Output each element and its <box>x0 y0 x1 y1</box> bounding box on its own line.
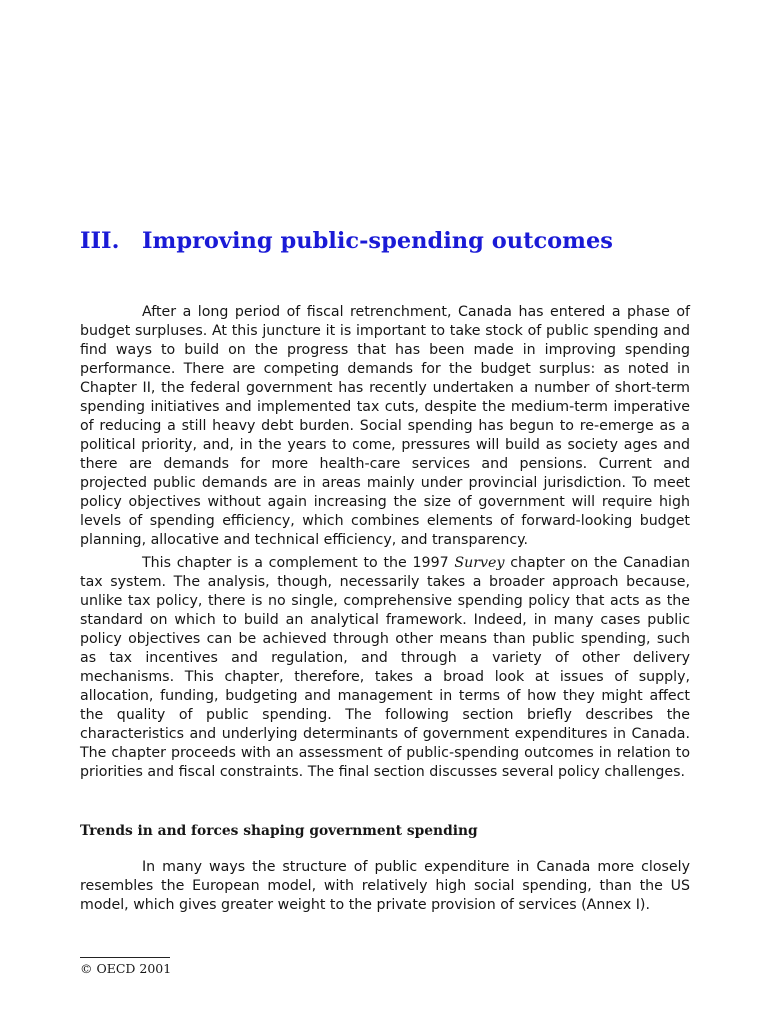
section-heading: Trends in and forces shaping government spending <box>80 823 478 839</box>
chapter-title-text: Improving public-spending outcomes <box>142 228 613 254</box>
footer-copyright: © OECD 2001 <box>80 961 172 976</box>
footer-rule <box>80 957 170 958</box>
chapter-title <box>80 228 700 254</box>
chapter-number: III. <box>80 228 120 254</box>
paragraph-3: In many ways the structure of public expenditure in Canada more closely resembles the European model, with relatively high social spending, than the US model, which gives greater weight to the private provision of services (Annex I). <box>80 859 690 913</box>
survey-emphasis: Survey <box>454 555 505 571</box>
paragraph-1: After a long period of fiscal retrenchment, Canada has entered a phase of budget surpluses. At this juncture it is important to take stock of public spending and find ways to build on the progress that has been made in improving spending performance. There are competing demands for the budget surplus: as noted in Chapter II, the federal government has recently undertaken a number of short-term spending initiatives and implemented tax cuts, despite the medium-term imperative of reducing a still heavy debt burden. Social spending has begun to re-emerge as a political priority, and, in the years to come, pressures will build as society ages and there are demands for more health-care services and pensions. Current and projected public demands are in areas mainly under provincial jurisdiction. To meet policy objectives without again increasing the size of government will require high levels of spending efficiency, which combines elements of forward-looking budget planning, allocative and technical efficiency, and transparency. <box>80 304 690 548</box>
section-text <box>80 858 690 915</box>
paragraph-2 <box>80 554 690 782</box>
intro-text <box>80 303 690 782</box>
paragraph-2-text-b: chapter on the Canadian tax system. The analysis, though, necessarily takes a broader approach because, unlike tax policy, there is no single, comprehensive spending policy that acts as the standard on which to build an analytical framework. Indeed, in many cases public policy objectives can be achieved through other means than public spending, such as tax incentives and regulation, and through a variety of other delivery mechanisms. This chapter, therefore, takes a broad look at issues of supply, allocation, funding, budgeting and management in terms of how they might affect the quality of public spending. The following section briefly describes the characteristics and underlying determinants of government expenditures in Canada. The chapter proceeds with an assessment of public-spending outcomes in relation to priorities and fiscal constraints. The final section discusses several policy challenges. <box>80 555 690 780</box>
paragraph-2-text-a: This chapter is a complement to the 1997 <box>142 555 455 571</box>
